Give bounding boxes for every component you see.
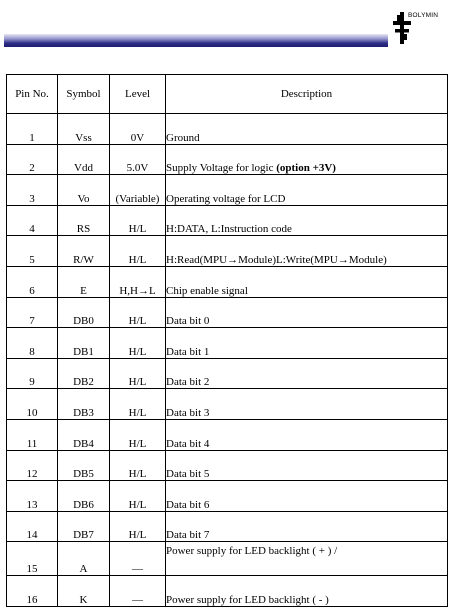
symbol-cell: Vdd <box>58 144 110 175</box>
symbol-cell: DB5 <box>58 450 110 481</box>
table-row <box>7 328 448 359</box>
column-header-description: Description <box>166 75 448 114</box>
description-text: Power supply for LED backlight ( + ) / <box>166 545 338 558</box>
table-row <box>7 114 448 145</box>
level-cell: H/L <box>110 328 166 359</box>
pin-number-cell: 10 <box>7 389 58 420</box>
description-text: Data bit 4 <box>166 437 210 450</box>
description-cell <box>166 266 448 297</box>
bolymin-logo <box>393 12 451 44</box>
description-cell <box>166 297 448 328</box>
description-cell <box>166 114 448 145</box>
level-cell: H/L <box>110 419 166 450</box>
description-cell <box>166 450 448 481</box>
table-row <box>7 481 448 512</box>
table-row <box>7 542 448 576</box>
description-cell <box>166 236 448 267</box>
pin-number-cell: 4 <box>7 205 58 236</box>
table-row <box>7 205 448 236</box>
symbol-cell: DB0 <box>58 297 110 328</box>
description-cell <box>166 175 448 206</box>
description-text: Data bit 6 <box>166 498 210 511</box>
pin-assignment-table <box>6 74 448 607</box>
header-bar <box>4 34 388 47</box>
pin-number-cell: 6 <box>7 266 58 297</box>
table-row <box>7 389 448 420</box>
symbol-cell: Vss <box>58 114 110 145</box>
level-cell: H/L <box>110 297 166 328</box>
description-text: Data bit 2 <box>166 376 210 389</box>
level-cell: H/L <box>110 450 166 481</box>
description-text: H:DATA, L:Instruction code <box>166 223 292 236</box>
symbol-cell: DB1 <box>58 328 110 359</box>
column-header-pin: Pin No. <box>7 75 58 114</box>
description-cell <box>166 328 448 359</box>
pin-number-cell: 16 <box>7 575 58 606</box>
pin-number-cell: 15 <box>7 542 58 576</box>
description-text: Power supply for LED backlight ( - ) <box>166 593 329 606</box>
level-cell: 0V <box>110 114 166 145</box>
pin-number-cell: 7 <box>7 297 58 328</box>
symbol-cell: Vo <box>58 175 110 206</box>
pin-number-cell: 8 <box>7 328 58 359</box>
pin-number-cell: 2 <box>7 144 58 175</box>
symbol-cell: E <box>58 266 110 297</box>
level-cell: H/L <box>110 389 166 420</box>
description-text: Ground <box>166 131 200 144</box>
level-cell: H/L <box>110 205 166 236</box>
symbol-cell: RS <box>58 205 110 236</box>
table-row <box>7 419 448 450</box>
description-cell <box>166 389 448 420</box>
symbol-cell: K <box>58 575 110 606</box>
pin-number-cell: 5 <box>7 236 58 267</box>
description-cell <box>166 419 448 450</box>
description-text: Data bit 5 <box>166 468 210 481</box>
pin-number-cell: 12 <box>7 450 58 481</box>
symbol-cell: R/W <box>58 236 110 267</box>
table-row <box>7 144 448 175</box>
description-cell <box>166 511 448 542</box>
level-cell: H/L <box>110 358 166 389</box>
symbol-cell: DB4 <box>58 419 110 450</box>
pin-number-cell: 3 <box>7 175 58 206</box>
level-cell: H/L <box>110 236 166 267</box>
description-cell <box>166 144 448 175</box>
table-row <box>7 575 448 606</box>
level-cell: H/L <box>110 481 166 512</box>
pin-number-cell: 14 <box>7 511 58 542</box>
symbol-cell: DB6 <box>58 481 110 512</box>
description-text: Data bit 1 <box>166 345 210 358</box>
description-text: Data bit 0 <box>166 315 210 328</box>
description-cell <box>166 542 448 576</box>
column-header-level: Level <box>110 75 166 114</box>
description-text: Data bit 3 <box>166 406 210 419</box>
level-cell: 5.0V <box>110 144 166 175</box>
symbol-cell: A <box>58 542 110 576</box>
table-row <box>7 297 448 328</box>
symbol-cell: DB7 <box>58 511 110 542</box>
pin-number-cell: 13 <box>7 481 58 512</box>
pin-number-cell: 9 <box>7 358 58 389</box>
table-row <box>7 236 448 267</box>
description-text: H:Read(MPU→Module)L:Write(MPU→Module) <box>166 253 387 266</box>
description-cell <box>166 205 448 236</box>
description-text: Chip enable signal <box>166 284 248 297</box>
description-text: Supply Voltage for logic <box>166 162 277 175</box>
level-cell: — <box>110 575 166 606</box>
description-text: Data bit 7 <box>166 529 210 542</box>
pin-number-cell: 1 <box>7 114 58 145</box>
description-cell <box>166 481 448 512</box>
level-cell: H,H→L <box>110 266 166 297</box>
table-row <box>7 511 448 542</box>
table-row <box>7 358 448 389</box>
table-row <box>7 450 448 481</box>
description-cell <box>166 575 448 606</box>
description-bold-text: (option +3V) <box>276 162 336 175</box>
symbol-cell: DB3 <box>58 389 110 420</box>
description-cell <box>166 358 448 389</box>
pin-number-cell: 11 <box>7 419 58 450</box>
table-header-row <box>7 75 448 114</box>
column-header-symbol: Symbol <box>58 75 110 114</box>
description-text: Operating voltage for LCD <box>166 192 286 205</box>
logo-text: BOLYMIN <box>408 12 439 19</box>
table-row <box>7 266 448 297</box>
level-cell: — <box>110 542 166 576</box>
table-row <box>7 175 448 206</box>
symbol-cell: DB2 <box>58 358 110 389</box>
level-cell: H/L <box>110 511 166 542</box>
level-cell: (Variable) <box>110 175 166 206</box>
